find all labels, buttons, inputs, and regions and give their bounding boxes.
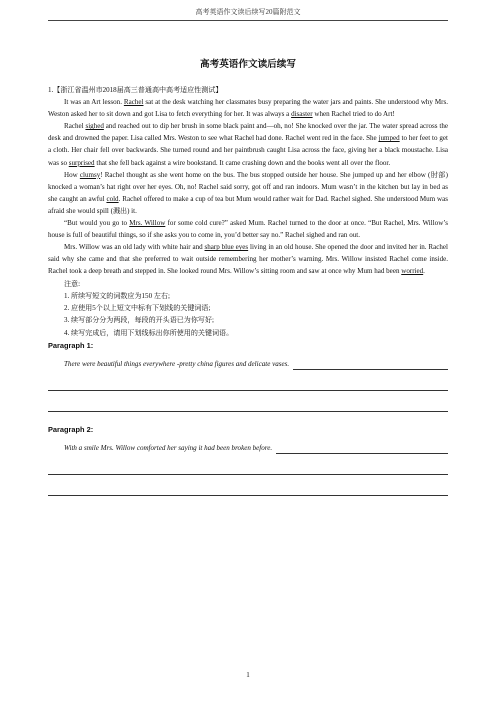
writing-line[interactable] — [276, 444, 448, 454]
note-item: 1. 所续写短文的词数应为150 左右; — [64, 291, 170, 300]
writing-line[interactable] — [48, 391, 448, 412]
paragraph-2-starter: With a smile Mrs. Willow comforted her saying it had been broken before. — [64, 444, 273, 453]
passage-paragraph-4 — [48, 217, 448, 241]
running-header: 高考英语作文读后续写20篇附范文 — [195, 8, 301, 16]
text-run: when Rachel tried to do Art! — [312, 110, 395, 119]
text-run: sat at the desk watching her classmates busy preparing the water jars and paints. She understood why Mrs. Weston asked her to sit down and got Lisa to fetch everything for her. It was always a — [48, 98, 448, 119]
text-run: living in an old house. She opened the door and invited her in. Rachel said why she came and that she preferred to wait outside remembering her mother’s warning. Mrs. Willow insisted Rachel come inside. Rachel took a deep breath and stepped in. She looked round Mrs. Willow’s sitting room and saw at once why Mum had been — [48, 243, 448, 276]
text-run: Rachel — [64, 122, 86, 131]
writing-line[interactable] — [48, 475, 448, 496]
keyword: Mrs. Willow — [129, 219, 166, 228]
keyword: jumped — [378, 134, 400, 143]
keyword: cold — [106, 194, 119, 203]
passage-paragraph-5 — [48, 241, 448, 277]
writing-line[interactable] — [48, 370, 448, 391]
paragraph-1-starter: There were beautiful things everywhere -pretty china figures and delicate vases. — [64, 360, 290, 369]
notes-heading: 注意: — [64, 279, 81, 288]
text-run: . Rachel offered to make a cup of tea but Mum would rather wait for Dad. Rachel sighed. She understood Mum was afraid she would spill (溅出) it. — [48, 194, 449, 215]
keyword: sighed — [85, 122, 104, 131]
paragraph-2-label: Paragraph 2: — [48, 425, 94, 435]
keyword: disaster — [291, 110, 313, 119]
text-run: for some cold cure?” asked Mum. Rachel turned to the door at once. “But Rachel, Mrs. Willow’s house is full of beautiful things, so if she asks you to come in, you’d better say no.” Rachel sighed and ran out. — [48, 219, 448, 240]
paragraph-2-starter-line — [48, 442, 448, 454]
text-run: It was an Art lesson. — [64, 98, 124, 107]
text-run: . — [423, 267, 425, 276]
note-item: 3. 续写部分分为两段，每段的开头语已为你写好; — [64, 316, 214, 325]
text-run: How — [64, 170, 80, 179]
keyword: Rachel — [123, 98, 144, 107]
document-title: 高考英语作文读后续写 — [200, 59, 296, 70]
passage-paragraph-1 — [48, 96, 448, 120]
passage-paragraph-3 — [48, 169, 448, 217]
note-item: 2. 应使用5个以上短文中标有下划线的关键词语; — [64, 304, 211, 313]
text-run: to her feet to get a cloth. Her chair fell over backwards. She turned round and her paintbrush caught Lisa across the face, giving her a black moustache. Lisa was so — [48, 134, 448, 167]
keyword: clumsy — [79, 170, 101, 179]
header-divider — [48, 20, 448, 21]
text-run: ! Rachel thought as she went home on the bus. The bus stopped outside her house. She jumped up and her elbow (肘部) knocked a woman’s hat right over her eyes. Oh, no! Rachel said sorry, got off and ran indoors. Mum wasn’t in the kitchen but lay in bed as she caught an awful — [48, 170, 448, 203]
keyword: surprised — [68, 158, 95, 167]
paragraph-1-starter-line — [48, 358, 448, 370]
passage-paragraph-2 — [48, 120, 448, 168]
writing-line[interactable] — [48, 454, 448, 475]
question-title: 1.【浙江省温州市2018届高三普通高中高考适应性测试】 — [48, 86, 223, 94]
text-run: and reached out to dip her brush in some black paint and—oh, no! She knocked over the jar. The water spread across the desk and drowned the paper. Lisa called Mrs. Weston to see what Rachel had done. Rachel went red in the face. She — [48, 122, 449, 143]
page-number: 1 — [246, 671, 250, 679]
text-run: Mrs. Willow was an old lady with white hair and — [64, 243, 205, 252]
text-run: “But would you go to — [64, 219, 130, 228]
text-run: that she fell back against a wire bookstand. It came crashing down and the books went all over the floor. — [94, 158, 391, 167]
note-item: 4. 续写完成后，请用下划线标出你所使用的关键词语。 — [64, 328, 234, 337]
writing-line[interactable] — [293, 360, 448, 370]
keyword: sharp blue eyes — [204, 243, 249, 252]
document-body — [48, 84, 448, 496]
notes-section — [48, 278, 448, 339]
paragraph-1-label: Paragraph 1: — [48, 340, 94, 350]
keyword: worried — [401, 267, 424, 276]
